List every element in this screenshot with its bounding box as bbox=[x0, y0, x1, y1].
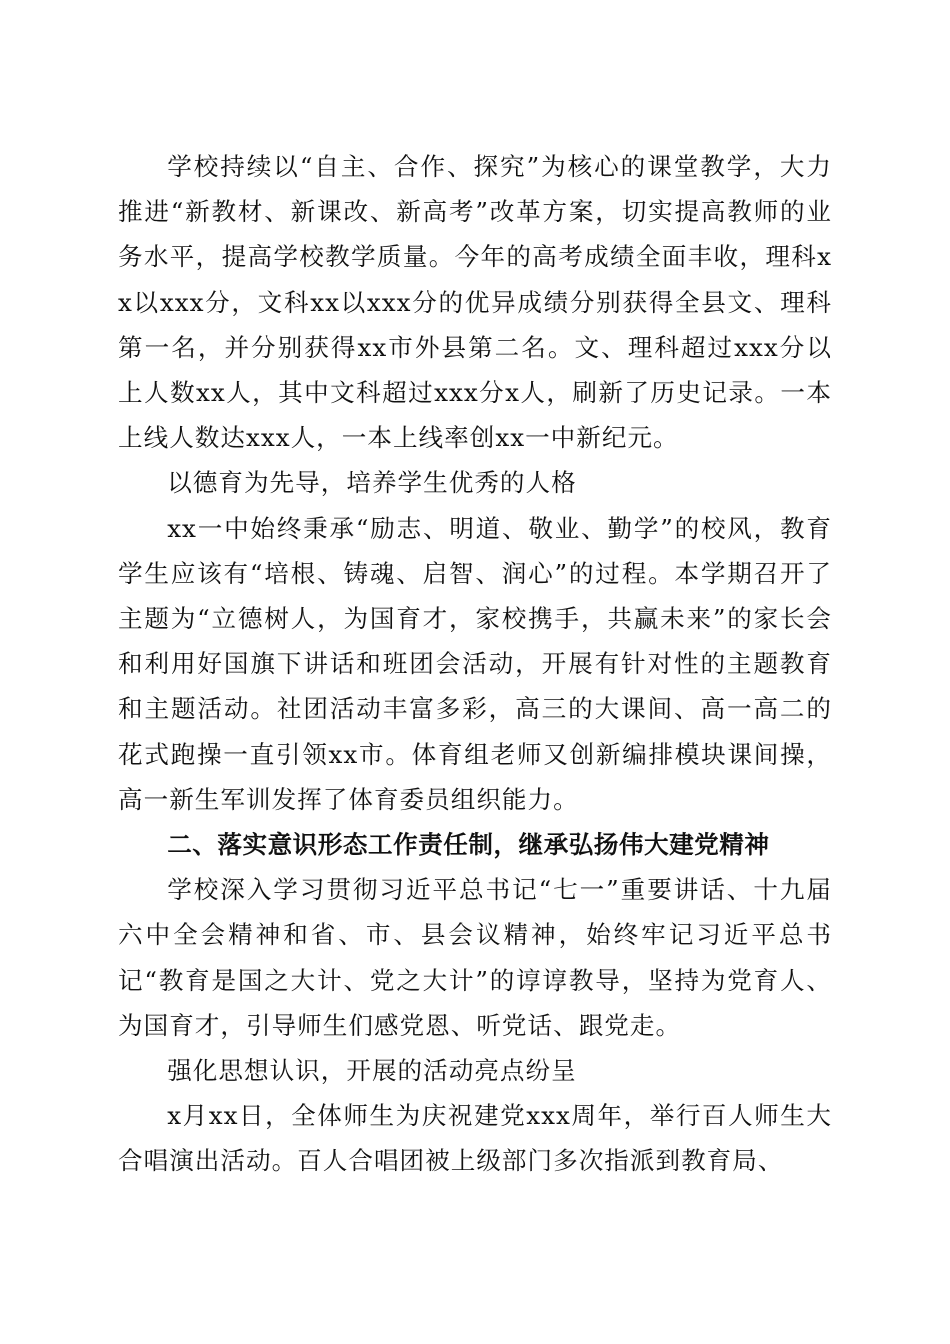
paragraph-party-study: 学校深入学习贯彻习近平总书记“七一”重要讲话、十九届六中全会精神和省、市、县会议精神，始终牢记习近平总书记“教育是国之大计、党之大计”的谆谆教导，坚持为党育人、为国育才，引导师生们感党恩、听党话、跟党走。 bbox=[118, 875, 832, 1040]
subheading-moral-education: 以德育为先导，培养学生优秀的人格 bbox=[167, 468, 577, 498]
subheading-activities: 强化思想认识，开展的活动亮点纷呈 bbox=[167, 1056, 577, 1086]
document-body bbox=[118, 144, 832, 1184]
paragraph-school-spirit: xx一中始终秉承“励志、明道、敬业、勤学”的校风，教育学生应该有“培根、铸魂、启智、润心”的过程。本学期召开了主题为“立德树人，为国育才，家校携手，共赢未来”的家长会和利用好国旗下讲话和班团会活动，开展有针对性的主题教育和主题活动。社团活动丰富多彩，高三的大课间、高一高二的花式跑操一直引领xx市。体育组老师又创新编排模块课间操，高一新生军训发挥了体育委员组织能力。 bbox=[118, 513, 832, 814]
paragraph-chorus-event: x月xx日，全体师生为庆祝建党xxx周年，举行百人师生大合唱演出活动。百人合唱团被上级部门多次指派到教育局、 bbox=[118, 1101, 832, 1176]
paragraph-teaching-results: 学校持续以“自主、合作、探究”为核心的课堂教学，大力推进“新教材、新课改、新高考”改革方案，切实提高教师的业务水平，提高学校教学质量。今年的高考成绩全面丰收，理科xx以xxx分，文科xx以xxx分的优异成绩分别获得全县文、理科第一名，并分别获得xx市外县第二名。文、理科超过xxx分以上人数xx人，其中文科超过xxx分x人，刷新了历史记录。一本上线人数达xxx人，一本上线率创xx一中新纪元。 bbox=[118, 152, 832, 453]
section-heading-ideology: 二、落实意识形态工作责任制，继承弘扬伟大建党精神 bbox=[167, 830, 770, 860]
